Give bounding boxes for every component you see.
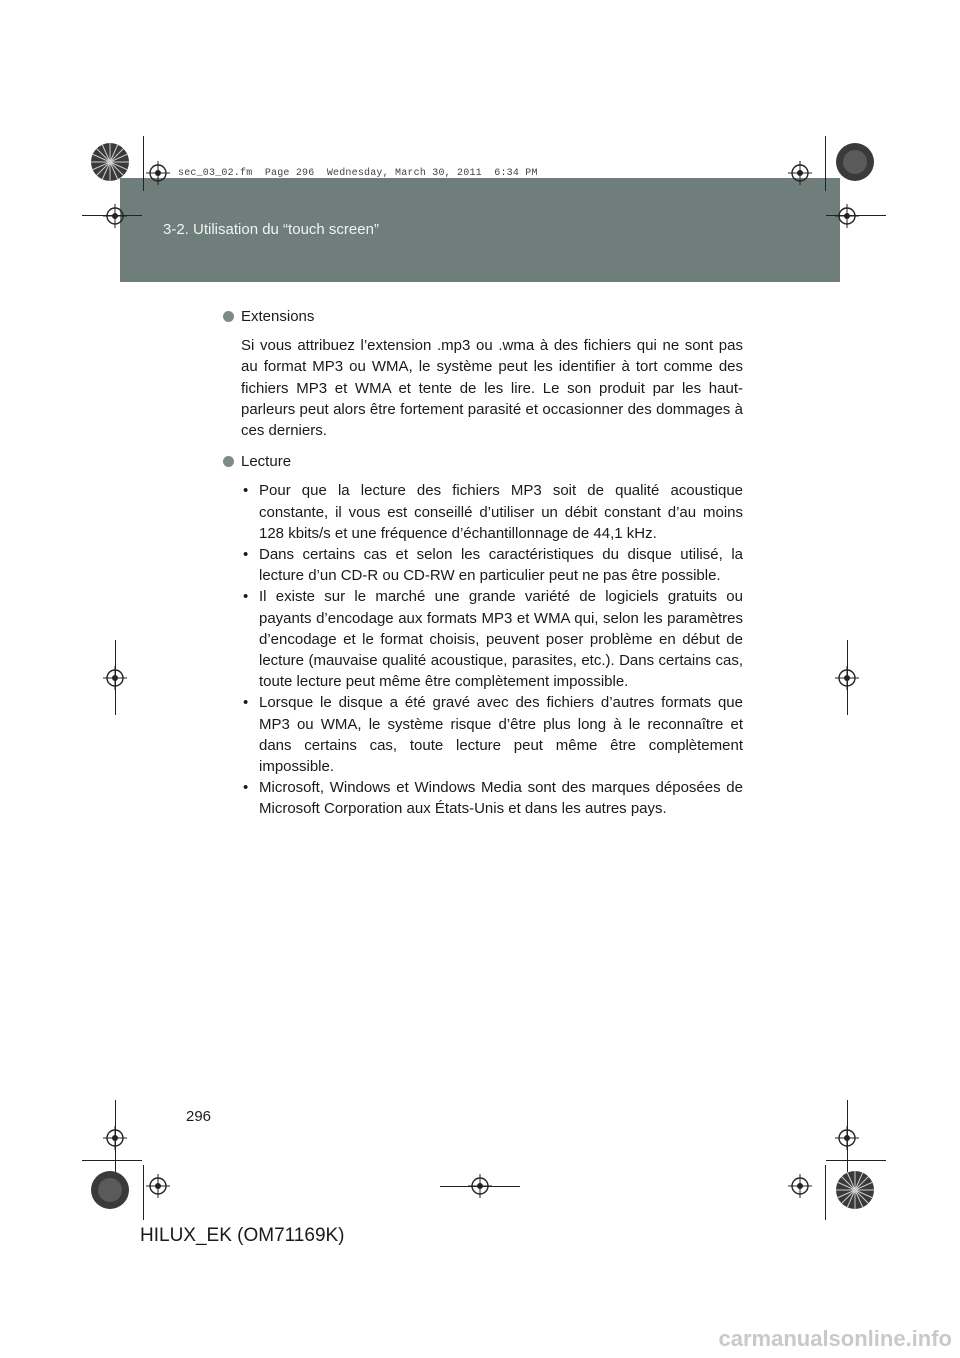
watermark: carmanualsonline.info — [718, 1326, 952, 1351]
registration-mark-icon — [835, 1126, 859, 1150]
section-heading-label: Lecture — [241, 453, 292, 471]
list-item: • Lorsque le disque a été gravé avec des fichiers d’autres formats que MP3 ou WMA, le système risque d’être plus long à le reconnaître et dans certains cas, toute lecture peut même être complètement impossible. — [243, 692, 743, 777]
registration-mark-icon — [835, 204, 859, 228]
registration-mark-icon — [788, 1174, 812, 1198]
list-item: • Pour que la lecture des fichiers MP3 soit de qualité acoustique constante, il vous est conseillé d’utiliser un débit constant d’au moins 128 kbits/s et une fréquence d’échantillonnage de 44,1 kHz. — [243, 480, 743, 544]
registration-mark-icon — [103, 666, 127, 690]
list-item: • Il existe sur le marché une grande variété de logiciels gratuits ou payants d’encodage aux formats MP3 et WMA qui, selon les paramètres d’encodage et le format choisis, peuvent poser problème en début de lecture (mauvaise qualité acoustique, parasites, etc.). Dans certains cas, toute lecture peut même être complètement impossible. — [243, 586, 743, 692]
page-body — [223, 306, 743, 820]
registration-mark-icon — [788, 161, 812, 185]
registration-mark-icon — [146, 1174, 170, 1198]
color-bar-rosette-icon — [835, 142, 875, 182]
notes-list — [223, 480, 743, 819]
registration-mark-icon — [835, 666, 859, 690]
section-heading-label: Extensions — [241, 308, 315, 325]
bullet-dot-icon — [223, 311, 234, 322]
color-bar-rosette-icon — [90, 1170, 130, 1210]
section-title: 3-2. Utilisation du “touch screen” — [163, 221, 379, 238]
model-code: HILUX_EK (OM71169K) — [140, 1225, 345, 1246]
section-heading — [223, 306, 743, 327]
registration-mark-icon — [146, 161, 170, 185]
registration-mark-icon — [468, 1174, 492, 1198]
bullet-dot-icon — [223, 456, 234, 467]
color-bar-rosette-icon — [90, 142, 130, 182]
registration-mark-icon — [103, 204, 127, 228]
registration-mark-icon — [103, 1126, 127, 1150]
list-item: • Microsoft, Windows et Windows Media sont des marques déposées de Microsoft Corporation aux États-Unis et dans les autres pays. — [243, 777, 743, 819]
section-paragraph: Si vous attribuez l’extension .mp3 ou .wma à des fichiers qui ne sont pas au format MP3 ou WMA, le système peut les identifier à tort comme des fichiers MP3 et WMA et tente de les lire. Le son produit par les haut-parleurs peut alors être fortement parasité et occasionner des dommages à ces derniers. — [241, 337, 743, 440]
print-stamp: sec_03_02.fm Page 296 Wednesday, March 30, 2011 6:34 PM — [178, 168, 538, 179]
list-item: • Dans certains cas et selon les caractéristiques du disque utilisé, la lecture d’un CD-R ou CD-RW en particulier peut ne pas être possible. — [243, 544, 743, 586]
color-bar-rosette-icon — [835, 1170, 875, 1210]
section-heading — [223, 451, 743, 472]
page-number: 296 — [186, 1108, 212, 1125]
